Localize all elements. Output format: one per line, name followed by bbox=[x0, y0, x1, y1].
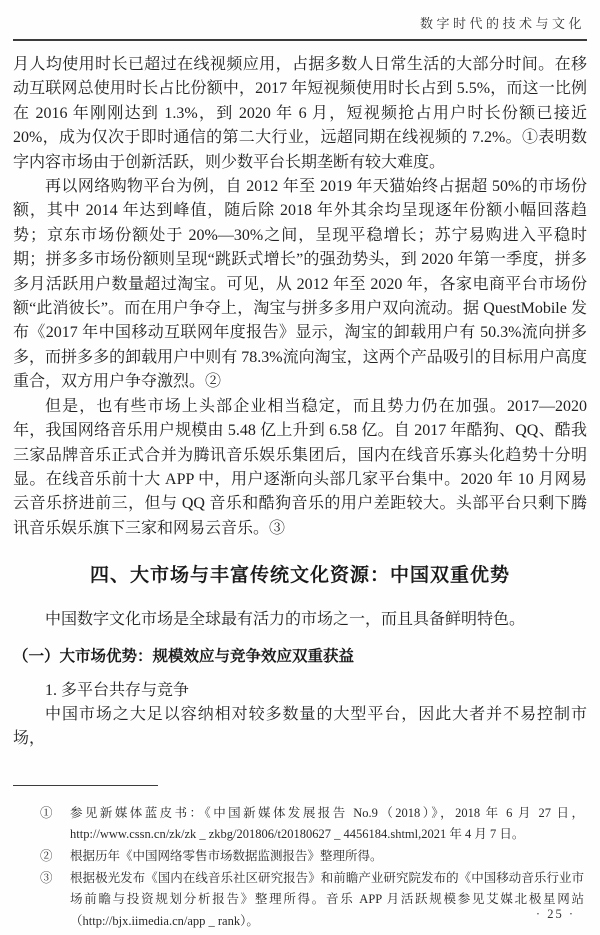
footnote bbox=[13, 846, 587, 868]
footnote-text: 根据极光发布《国内在线音乐社区研究报告》和前瞻产业研究院发布的《中国移动音乐行业市场前瞻与投资规划分析报告》整理所得。音乐 APP 月活跃规模参见艾媒北极星网站（http://bjx.iimedia.cn/app _ rank）。 bbox=[70, 870, 584, 928]
footnote-separator bbox=[13, 785, 158, 786]
footnote-marker: ③ bbox=[40, 870, 53, 885]
intro-paragraph: 中国数字文化市场是全球最有活力的市场之一，而且具备鲜明特色。 bbox=[45, 611, 526, 629]
body-paragraph: 月人均使用时长已超过在线视频应用，占据多数人日常生活的大部分时间。在移动互联网总使用时长占比份额中，2017 年短视频使用时长占到 5.5%，而这一比例在 2016 年刚刚达到 1.3%，到 2020 年 6 月，短视频抢占用户时长份额已接近 20%，成为仅次于即时通信的第二大行业，远超同期在线视频的 7.2%。①表明数字内容市场由于创新活跃，则少数平台长期垄断有较大难度。 bbox=[13, 56, 587, 171]
body-paragraph: 中国市场之大足以容纳相对较多数量的大型平台，因此大者并不易控制市场， bbox=[13, 705, 587, 748]
footnote bbox=[13, 868, 587, 933]
numbered-list-item: 1. 多平台共存与竞争 bbox=[45, 681, 190, 699]
page-header bbox=[13, 10, 587, 41]
page-content bbox=[13, 53, 587, 752]
footnote-text: 根据历年《中国网络零售市场数据监测报告》整理所得。 bbox=[70, 848, 383, 863]
page-number: · 25 · bbox=[535, 907, 575, 921]
footnote bbox=[13, 803, 587, 846]
footnote-text: 参见新媒体蓝皮书：《中国新媒体发展报告 No.9（2018）》，2018 年 6 月 27 日，http://www.cssn.cn/zk/zk _ zkbg/201806/t20180627 _ 4456184.shtml,2021 年 4 月 7 日。 bbox=[70, 805, 584, 842]
body-paragraph: 但是，也有些市场上头部企业相当稳定，而且势力仍在加强。2017—2020 年，我国网络音乐用户规模由 5.48 亿上升到 6.58 亿。自 2017 年酷狗、QQ、酷我三家品牌音乐正式合并为腾讯音乐娱乐集团后，国内在线音乐寡头化趋势十分明显。在线音乐前十大 APP 中，用户逐渐向头部几家平台集中。2020 年 10 月网易云音乐挤进前三，但与 QQ 音乐和酷狗音乐的用户差距较大。头部平台只剩下腾讯音乐娱乐旗下三家和网易云音乐。③ bbox=[13, 397, 587, 537]
section-heading: 四、大市场与丰富传统文化资源：中国双重优势 bbox=[89, 565, 510, 587]
footnote-marker: ② bbox=[40, 848, 53, 863]
subsection-heading: （一）大市场优势：规模效应与竞争效应双重获益 bbox=[13, 647, 355, 665]
body-paragraph: 再以网络购物平台为例，自 2012 年至 2019 年天猫始终占据超 50%的市场份额，其中 2014 年达到峰值，随后除 2018 年外其余均呈现逐年份额小幅回落趋势；京东市场份额处于 20%—30%之间，呈现平稳增长；苏宁易购进入平稳时期；拼多多市场份额则呈现“跳跃式增长”的强劲势头，到 2020 年第一季度，拼多多月活跃用户数量超过淘宝。可见，从 2012 年至 2020 年，各家电商平台市场份额“此消彼长”。而在用户争夺上，淘宝与拼多多用户双向流动。据 QuestMobile 发布《2017 年中国移动互联网年度报告》显示，淘宝的卸载用户有 50.3%流向拼多多，而拼多多的卸载用户中则有 78.3%流向淘宝，这两个产品吸引的目标用户高度重合，双方用户争夺激烈。② bbox=[13, 178, 587, 391]
footnotes bbox=[13, 803, 587, 933]
footnote-marker: ① bbox=[40, 805, 53, 820]
running-title: 数字时代的技术与文化 bbox=[419, 16, 585, 31]
